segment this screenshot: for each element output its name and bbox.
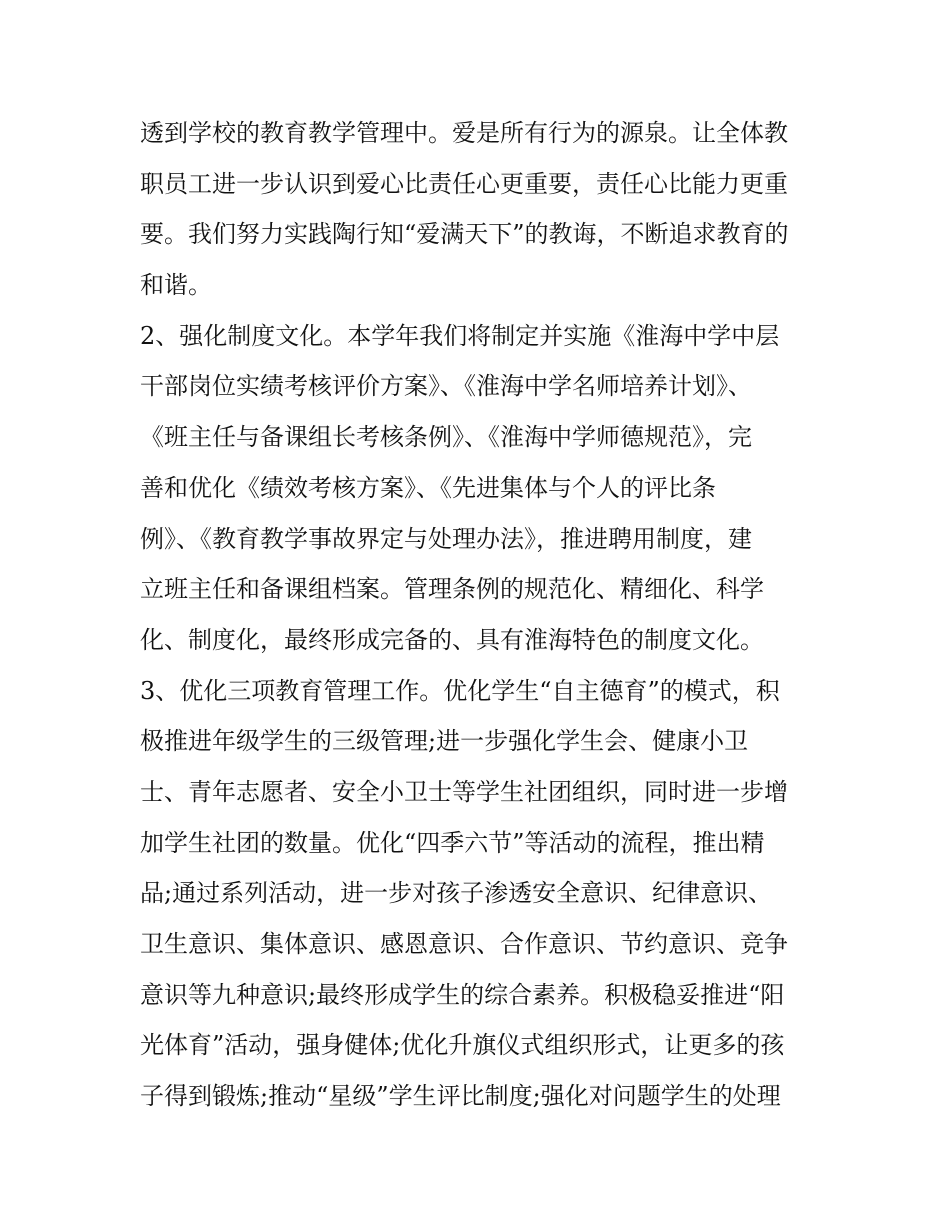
text-line-6: 干部岗位实绩考核评价方案》、《淮海中学名师培养计划》、: [140, 372, 752, 401]
text-line-20: 子得到锻炼;推动“星级”学生评比制度;强化对问题学生的处理: [140, 1082, 781, 1111]
body-text: [140, 108, 820, 1122]
text-line-4: 和谐。: [140, 271, 212, 300]
text-line-12: 3、优化三项教育管理工作。优化学生“自主德育”的模式，积: [140, 676, 780, 705]
text-line-2: 职员工进一步认识到爱心比责任心更重要，责任心比能力更重: [140, 169, 788, 198]
text-line-9: 例》、《教育教学事故界定与处理办法》，推进聘用制度，建: [140, 524, 752, 553]
text-line-19: 光体育”活动，强身健体;优化升旗仪式组织形式，让更多的孩: [140, 1031, 785, 1060]
text-line-16: 品;通过系列活动，进一步对孩子渗透安全意识、纪律意识、: [140, 879, 773, 908]
text-line-17: 卫生意识、集体意识、感恩意识、合作意识、节约意识、竞争: [140, 930, 788, 958]
text-line-1: 透到学校的教育教学管理中。爱是所有行为的源泉。让全体教: [140, 119, 788, 147]
text-line-14: 士、青年志愿者、安全小卫士等学生社团组织，同时进一步增: [140, 777, 788, 806]
text-line-7: 《班主任与备课组长考核条例》、《淮海中学师德规范》，完: [140, 423, 752, 452]
text-line-5: 2、强化制度文化。本学年我们将制定并实施《淮海中学中层: [140, 321, 780, 350]
text-line-18: 意识等九种意识;最终形成学生的综合素养。积极稳妥推进“阳: [140, 980, 785, 1009]
text-line-10: 立班主任和备课组档案。管理条例的规范化、精细化、科学: [140, 575, 764, 604]
text-line-8: 善和优化《绩效考核方案》、《先进集体与个人的评比条: [140, 473, 716, 502]
text-line-15: 加学生社团的数量。优化“四季六节”等活动的流程，推出精: [140, 828, 765, 857]
text-line-3: 要。我们努力实践陶行知“爱满天下”的教诲，不断追求教育的: [140, 220, 789, 249]
text-line-13: 极推进年级学生的三级管理;进一步强化学生会、健康小卫: [140, 727, 749, 756]
text-line-11: 化、制度化，最终形成完备的、具有淮海特色的制度文化。: [140, 625, 764, 654]
